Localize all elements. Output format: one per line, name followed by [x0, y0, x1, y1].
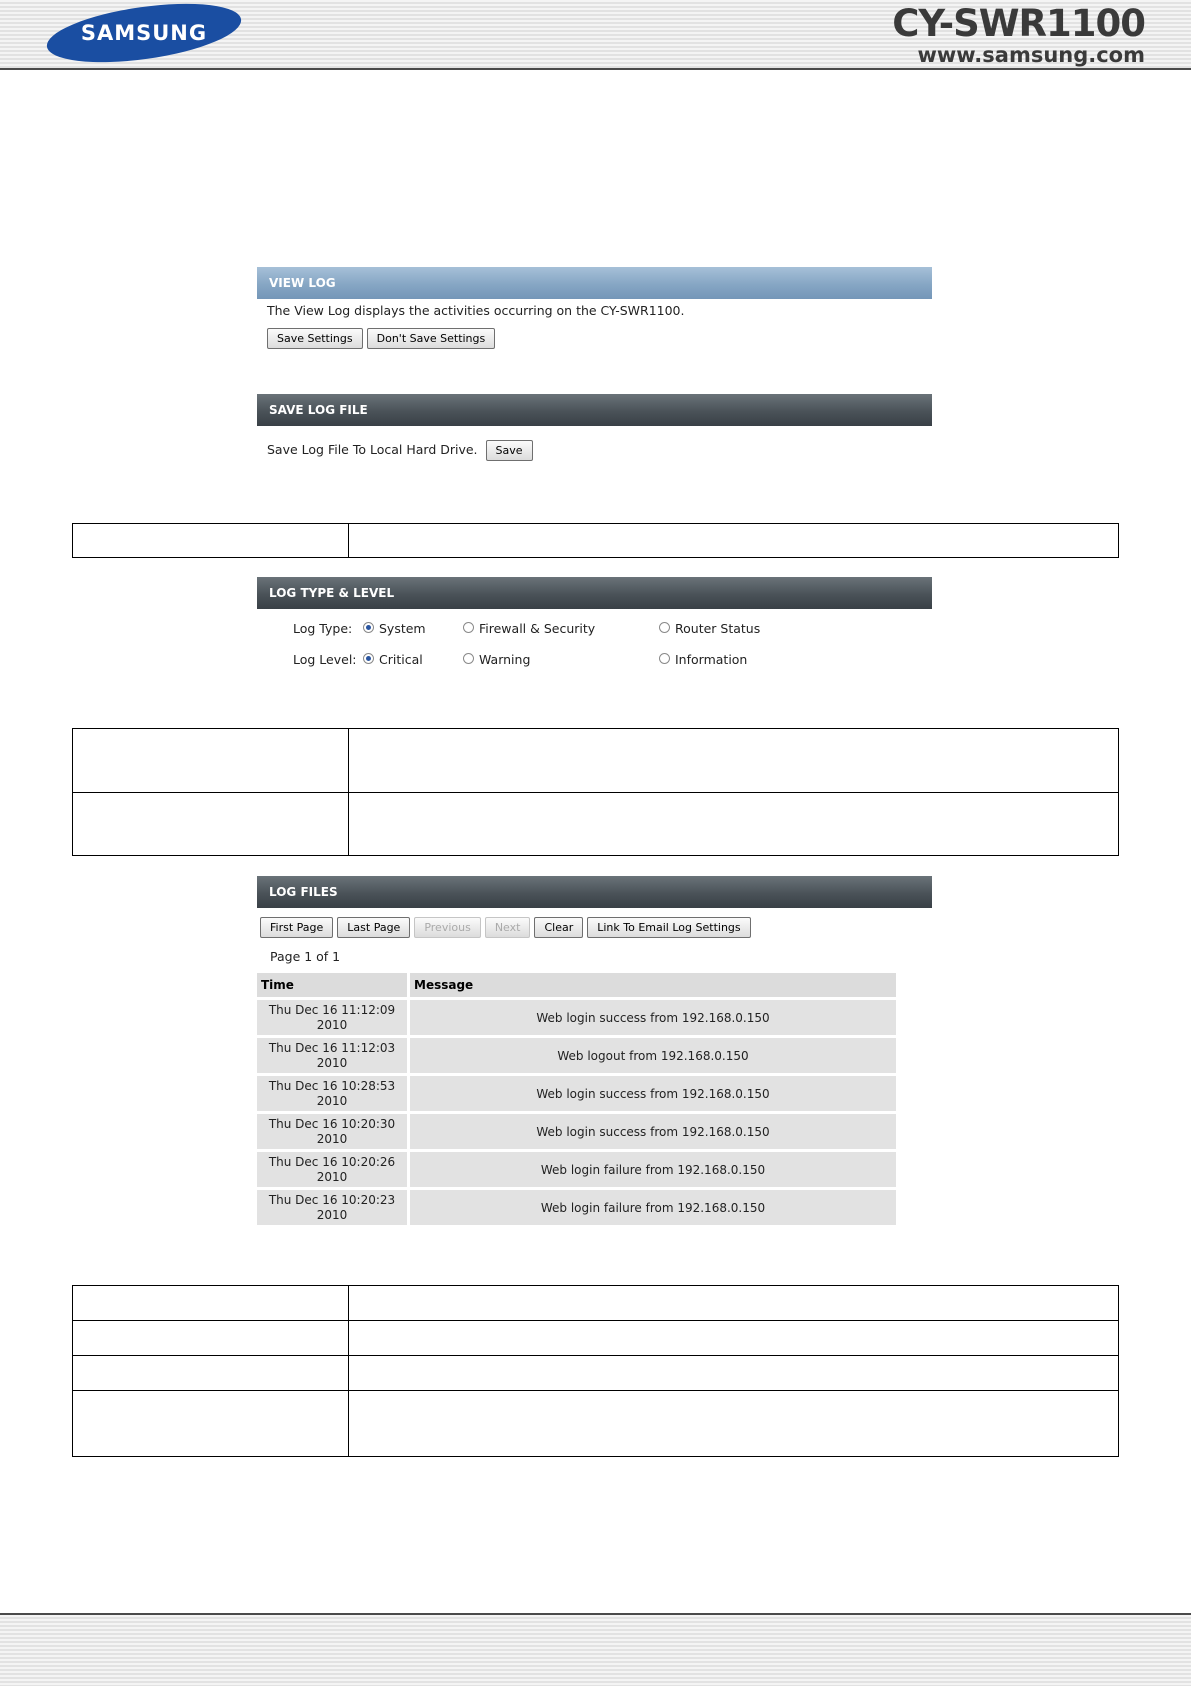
log-time: Thu Dec 16 11:12:03 2010 [257, 1038, 407, 1073]
log-message: Web login failure from 192.168.0.150 [410, 1152, 896, 1187]
save-log-file-label: Save Log File To Local Hard Drive. [267, 442, 478, 457]
log-level-label: Log Level: [293, 652, 357, 667]
table-row [73, 1391, 1119, 1457]
table-row [257, 1000, 896, 1035]
log-time: Thu Dec 16 11:12:09 2010 [257, 1000, 407, 1035]
radio-system[interactable] [363, 622, 374, 633]
log-message: Web login success from 192.168.0.150 [410, 1000, 896, 1035]
table-row [73, 524, 1119, 558]
save-settings-button[interactable]: Save Settings [267, 328, 363, 349]
table-row [73, 1286, 1119, 1321]
table-row [73, 1356, 1119, 1391]
table-row [257, 1076, 896, 1111]
log-time: Thu Dec 16 10:20:26 2010 [257, 1152, 407, 1187]
log-level-row [257, 644, 932, 675]
column-message: Message [410, 973, 896, 997]
dont-save-settings-button[interactable]: Don't Save Settings [367, 328, 496, 349]
log-type-level-panel [257, 577, 932, 675]
log-time: Thu Dec 16 10:20:23 2010 [257, 1190, 407, 1225]
save-log-file-panel [257, 394, 932, 475]
radio-warning[interactable] [463, 653, 474, 664]
radio-information[interactable] [659, 653, 670, 664]
table-row [73, 729, 1119, 793]
page-info: Page 1 of 1 [270, 949, 341, 964]
option-information: Information [675, 652, 748, 667]
column-time: Time [257, 973, 407, 997]
log-time: Thu Dec 16 10:28:53 2010 [257, 1076, 407, 1111]
log-message: Web login failure from 192.168.0.150 [410, 1190, 896, 1225]
log-table [254, 970, 899, 1228]
first-page-button[interactable]: First Page [260, 917, 333, 938]
description-table-1 [72, 523, 1119, 558]
table-row [257, 1152, 896, 1187]
log-message: Web logout from 192.168.0.150 [410, 1038, 896, 1073]
table-header-row [257, 973, 896, 997]
log-files-toolbar [257, 908, 932, 938]
log-time: Thu Dec 16 10:20:30 2010 [257, 1114, 407, 1149]
link-email-settings-button[interactable]: Link To Email Log Settings [587, 917, 750, 938]
log-message: Web login success from 192.168.0.150 [410, 1114, 896, 1149]
samsung-logo [44, 2, 244, 64]
log-type-row [257, 613, 932, 644]
option-router-status: Router Status [675, 621, 761, 636]
radio-router-status[interactable] [659, 622, 670, 633]
log-files-panel [257, 876, 932, 1228]
brand-text: SAMSUNG [80, 21, 208, 45]
description-table-2 [72, 728, 1119, 856]
log-type-level-title: LOG TYPE & LEVEL [257, 577, 932, 609]
save-log-file-title: SAVE LOG FILE [257, 394, 932, 426]
log-type-label: Log Type: [293, 621, 353, 636]
page-footer [0, 1613, 1191, 1686]
log-message: Web login success from 192.168.0.150 [410, 1076, 896, 1111]
model-name: CY-SWR1100 [892, 2, 1145, 45]
clear-button[interactable]: Clear [534, 917, 583, 938]
table-row [257, 1038, 896, 1073]
option-firewall-security: Firewall & Security [479, 621, 596, 636]
option-critical: Critical [379, 652, 423, 667]
log-files-title: LOG FILES [257, 876, 932, 908]
description-table-3 [72, 1285, 1119, 1457]
previous-button[interactable]: Previous [414, 917, 481, 938]
save-log-button[interactable]: Save [486, 440, 533, 461]
last-page-button[interactable]: Last Page [337, 917, 410, 938]
view-log-title: VIEW LOG [257, 267, 932, 299]
next-button[interactable]: Next [485, 917, 531, 938]
page-header [0, 0, 1191, 70]
radio-firewall-security[interactable] [463, 622, 474, 633]
table-row [257, 1114, 896, 1149]
table-row [257, 1190, 896, 1225]
option-warning: Warning [479, 652, 531, 667]
website-url: www.samsung.com [917, 43, 1145, 67]
view-log-panel [257, 267, 932, 397]
radio-critical[interactable] [363, 653, 374, 664]
option-system: System [379, 621, 426, 636]
table-row [73, 792, 1119, 856]
view-log-description: The View Log displays the activities occurring on the CY-SWR1100. [267, 303, 685, 318]
table-row [73, 1321, 1119, 1356]
model-block [892, 4, 1145, 66]
